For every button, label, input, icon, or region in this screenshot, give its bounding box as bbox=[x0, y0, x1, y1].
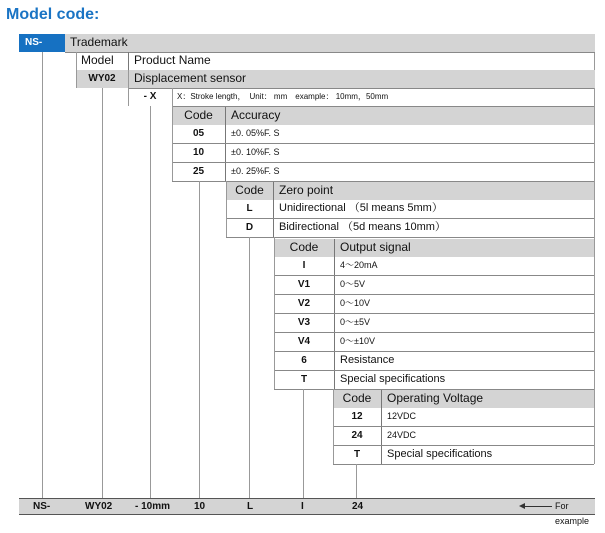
example-part: I bbox=[301, 501, 304, 512]
accuracy-code: 10 bbox=[192, 147, 205, 158]
section-border bbox=[333, 389, 334, 464]
output-signal-code: I bbox=[302, 260, 306, 271]
connector-line bbox=[102, 88, 103, 498]
voltage-code: 24 bbox=[351, 430, 363, 441]
section-border bbox=[172, 88, 173, 181]
accuracy-label: ±0. 05%F. S bbox=[225, 125, 594, 143]
output-signal-header: Output signal bbox=[334, 239, 594, 257]
accuracy-header: Accuracy bbox=[225, 107, 594, 125]
connector-line bbox=[303, 389, 304, 498]
zero-point-label: Unidirectional （5l means 5mm） bbox=[273, 200, 594, 218]
output-signal-label: 0～±10V bbox=[334, 333, 594, 351]
row-divider bbox=[226, 237, 594, 238]
trademark-code: NS- bbox=[19, 34, 65, 52]
zero-point-code: D bbox=[245, 222, 254, 233]
row-divider bbox=[333, 464, 594, 465]
zero-point-label: Bidirectional （5d means 10mm） bbox=[273, 219, 594, 237]
example-part: 24 bbox=[352, 501, 364, 512]
trademark-label: Trademark bbox=[65, 34, 595, 52]
output-signal-code: 6 bbox=[301, 355, 307, 366]
output-signal-code: V4 bbox=[297, 336, 311, 347]
section-border bbox=[128, 70, 129, 106]
accuracy-code-header: Code bbox=[172, 107, 225, 125]
example-part: WY02 bbox=[85, 501, 113, 512]
output-signal-label: 0～±5V bbox=[334, 314, 594, 332]
section-border bbox=[274, 237, 275, 389]
connector-line bbox=[249, 237, 250, 498]
product-name-header: Product Name bbox=[128, 52, 594, 70]
page-title: Model code: bbox=[6, 6, 100, 23]
example-part: - 10mm bbox=[135, 501, 171, 512]
output-signal-code: V3 bbox=[297, 317, 311, 328]
voltage-code: 12 bbox=[351, 411, 363, 422]
output-signal-label: Special specifications bbox=[334, 371, 594, 389]
example-part: 10 bbox=[194, 501, 206, 512]
section-border bbox=[76, 52, 77, 88]
accuracy-label: ±0. 25%F. S bbox=[225, 163, 594, 181]
connector-line bbox=[42, 52, 43, 498]
example-note: For example bbox=[555, 501, 590, 526]
output-signal-code: V1 bbox=[297, 279, 311, 290]
zero-point-code-header: Code bbox=[226, 182, 273, 200]
voltage-code: T bbox=[353, 449, 361, 460]
output-signal-label: 0～5V bbox=[334, 276, 594, 294]
example-part: NS- bbox=[33, 501, 51, 512]
stroke-desc: X：Stroke length， Unit： mm example： 10mm，50mm bbox=[177, 92, 389, 101]
output-signal-code-header: Code bbox=[274, 239, 334, 257]
connector-line bbox=[150, 106, 151, 498]
connector-line bbox=[356, 464, 357, 498]
voltage-label: Special specifications bbox=[381, 446, 594, 464]
model-header: Model bbox=[81, 53, 114, 67]
output-signal-label: Resistance bbox=[334, 352, 594, 370]
model-code: WY02 bbox=[76, 70, 128, 88]
section-border bbox=[226, 181, 227, 237]
voltage-label: 12VDC bbox=[381, 408, 594, 426]
stroke-code: - X bbox=[143, 91, 157, 102]
output-signal-label: 0～10V bbox=[334, 295, 594, 313]
accuracy-label: ±0. 10%F. S bbox=[225, 144, 594, 162]
output-signal-label: 4～20mA bbox=[334, 257, 594, 275]
voltage-label: 24VDC bbox=[381, 427, 594, 445]
connector-line bbox=[199, 181, 200, 498]
accuracy-code: 05 bbox=[192, 128, 205, 139]
zero-point-header: Zero point bbox=[273, 182, 594, 200]
accuracy-code: 25 bbox=[192, 166, 205, 177]
output-signal-code: V2 bbox=[297, 298, 311, 309]
zero-point-code: L bbox=[246, 203, 253, 214]
output-signal-code: T bbox=[300, 374, 308, 385]
model-desc: Displacement sensor bbox=[128, 70, 595, 88]
voltage-code-header: Code bbox=[333, 390, 381, 408]
arrow-line bbox=[524, 506, 552, 507]
example-part: L bbox=[247, 501, 254, 512]
voltage-header: Operating Voltage bbox=[381, 390, 594, 408]
example-row bbox=[19, 498, 595, 526]
table-right-border bbox=[594, 88, 595, 464]
